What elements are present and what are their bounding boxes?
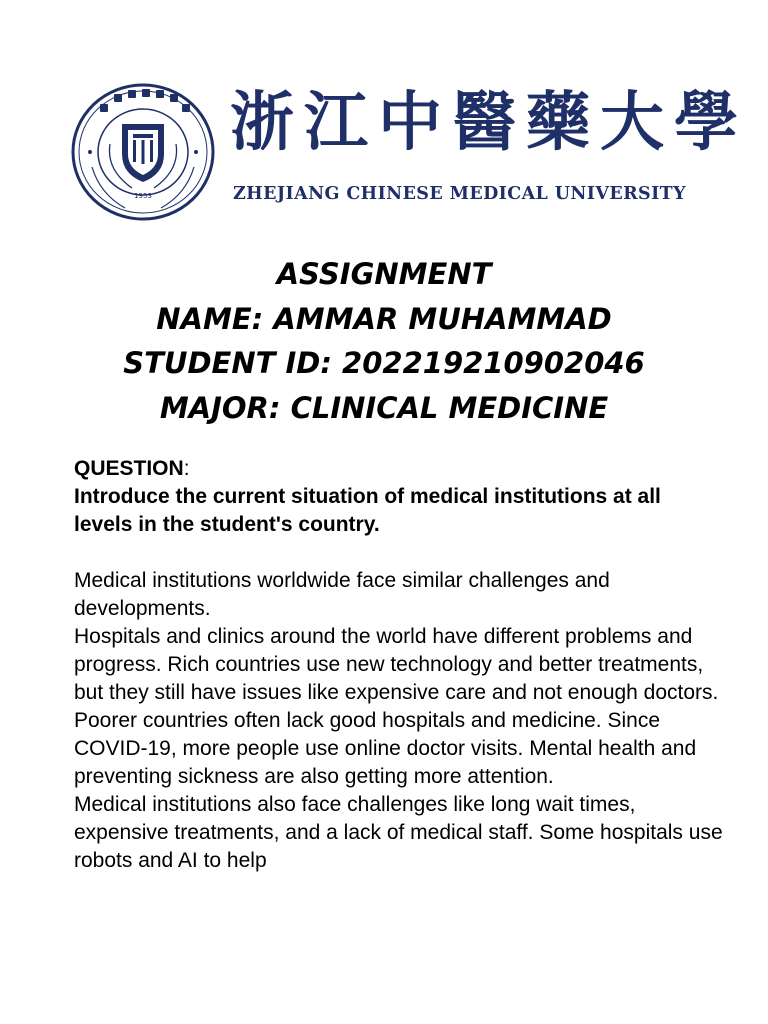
question-text: Introduce the current situation of medical institutions at all levels in the student's country. <box>74 485 661 536</box>
student-id: STUDENT ID: 202219210902046 <box>123 346 645 380</box>
university-name-chinese: 浙江中醫藥大學 <box>230 85 748 160</box>
university-header <box>70 82 750 222</box>
seal-year: 1953 <box>134 192 152 200</box>
question-colon: : <box>183 457 190 480</box>
assignment-title-block <box>0 252 768 430</box>
student-name: NAME: AMMAR MUHAMMAD <box>156 301 612 336</box>
student-major: MAJOR: CLINICAL MEDICINE <box>159 390 609 425</box>
answer-body <box>74 567 724 875</box>
answer-paragraph: Medical institutions worldwide face similar challenges and developments. <box>74 569 610 620</box>
university-name-english: ZHEJIANG CHINESE MEDICAL UNIVERSITY <box>233 184 686 204</box>
question-label: QUESTION <box>74 457 184 480</box>
answer-paragraph: Hospitals and clinics around the world have different problems and progress. Rich countries use new technology and better treatments, but they still have issues like expensive care and not enough doctors. Poorer countries often lack good hospitals and medicine. Since COVID-19, more people use online doctor visits. Mental health and preventing sickness are also getting more attention. <box>74 625 719 788</box>
assignment-heading: ASSIGNMENT <box>276 257 492 291</box>
answer-paragraph: Medical institutions also face challenges like long wait times, expensive treatments, and a lack of medical staff. Some hospitals use robots and AI to help <box>74 793 723 872</box>
university-seal-logo <box>70 82 216 222</box>
question-section <box>74 455 724 539</box>
